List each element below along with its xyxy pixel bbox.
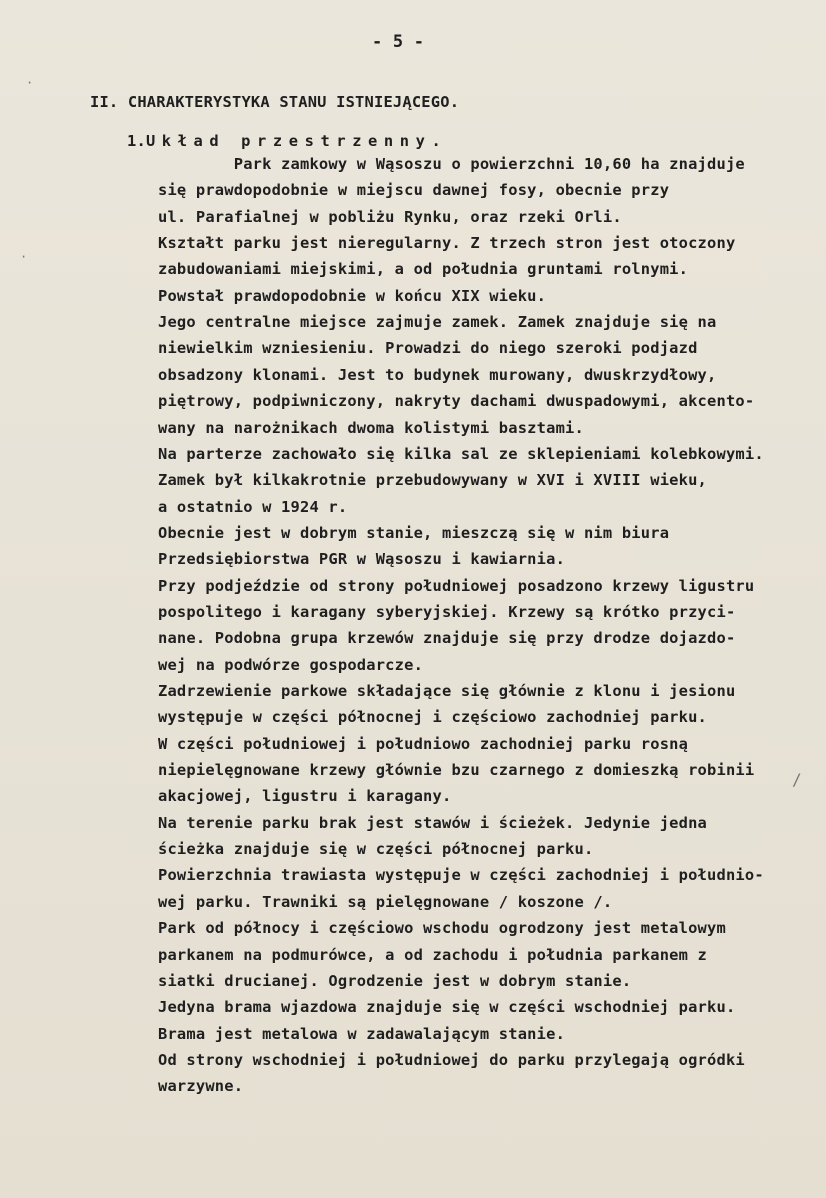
body-line: obsadzony klonami. Jest to budynek murowany, dwuskrzydłowy,: [158, 365, 717, 384]
body-line: niewielkim wzniesieniu. Prowadzi do niego szeroki podjazd: [158, 339, 698, 358]
body-line: Obecnie jest w dobrym stanie, mieszczą się w nim biura: [158, 523, 670, 542]
body-line: Park od północy i częściowo wschodu ogrodzony jest metalowym: [158, 919, 726, 938]
body-line: się prawdopodobnie w miejscu dawnej fosy, obecnie przy: [158, 181, 670, 200]
body-line: zabudowaniami miejskimi, a od południa gruntami rolnymi.: [158, 260, 689, 279]
body-line: wej na podwórze gospodarcze.: [158, 655, 424, 674]
body-line: nane. Podobna grupa krzewów znajduje się przy drodze dojazdo-: [158, 629, 736, 648]
body-line: Przedsiębiorstwa PGR w Wąsoszu i kawiarnia.: [158, 550, 566, 569]
margin-mark: ·: [26, 76, 34, 90]
body-line: Brama jest metalowa w zadawalającym stanie.: [158, 1024, 566, 1043]
body-line: wej parku. Trawniki są pielęgnowane / koszone /.: [158, 892, 613, 911]
body-line: piętrowy, podpiwniczony, nakryty dachami dwuspadowymi, akcento-: [158, 392, 755, 411]
page-number: - 5 -: [372, 32, 425, 52]
body-line: wany na narożnikach dwoma kolistymi basztami.: [158, 418, 584, 437]
margin-mark: ·: [20, 250, 28, 264]
body-line: Jego centralne miejsce zajmuje zamek. Zamek znajduje się na: [158, 313, 717, 332]
body-line: Powierzchnia trawiasta występuje w części zachodniej i południo-: [158, 866, 764, 885]
body-line: występuje w części północnej i częściowo zachodniej parku.: [158, 708, 708, 727]
body-line: Zamek był kilkakrotnie przebudowywany w XVI i XVIII wieku,: [158, 471, 708, 490]
body-line: Przy podjeździe od strony południowej posadzono krzewy ligustru: [158, 576, 755, 595]
body-line: parkanem na podmurówce, a od zachodu i południa parkanem z: [158, 945, 708, 964]
body-line: pospolitego i karagany syberyjskiej. Krzewy są krótko przyci-: [158, 602, 736, 621]
body-line: ul. Parafialnej w pobliżu Rynku, oraz rzeki Orli.: [158, 207, 622, 226]
body-line: ścieżka znajduje się w części północnej parku.: [158, 840, 594, 859]
body-line: a ostatnio w 1924 r.: [158, 497, 348, 516]
subsection-number: 1.: [127, 132, 146, 150]
subsection-title: Układ przestrzenny.: [145, 132, 448, 150]
body-line: Powstał prawdopodobnie w końcu XIX wieku.: [158, 286, 547, 305]
body-line: Na terenie parku brak jest stawów i ścieżek. Jedynie jedna: [158, 813, 708, 832]
body-line: warzywne.: [158, 1077, 244, 1096]
body-line: W części południowej i południowo zachodniej parku rosną: [158, 734, 689, 753]
body-line: akacjowej, ligustru i karagany.: [158, 787, 452, 806]
body-line: Od strony wschodniej i południowej do parku przylegają ogródki: [158, 1050, 745, 1069]
body-line: Jedyna brama wjazdowa znajduje się w części wschodniej parku.: [158, 998, 736, 1017]
section-heading: II. CHARAKTERYSTYKA STANU ISTNIEJĄCEGO.: [90, 93, 460, 111]
body-line: Park zamkowy w Wąsoszu o powierzchni 10,60 ha znajduje: [158, 155, 745, 173]
body-line: siatki drucianej. Ogrodzenie jest w dobrym stanie.: [158, 971, 632, 990]
body-line: niepielęgnowane krzewy głównie bzu czarnego z domieszką robinii: [158, 761, 755, 780]
body-line: Na parterze zachowało się kilka sal ze sklepieniami kolebkowymi.: [158, 444, 764, 463]
subsection-heading: [127, 131, 447, 151]
body-line: Kształt parku jest nieregularny. Z trzech stron jest otoczony: [158, 234, 736, 253]
body-line: Zadrzewienie parkowe składające się głównie z klonu i jesionu: [158, 682, 736, 700]
margin-mark: /: [792, 770, 802, 789]
